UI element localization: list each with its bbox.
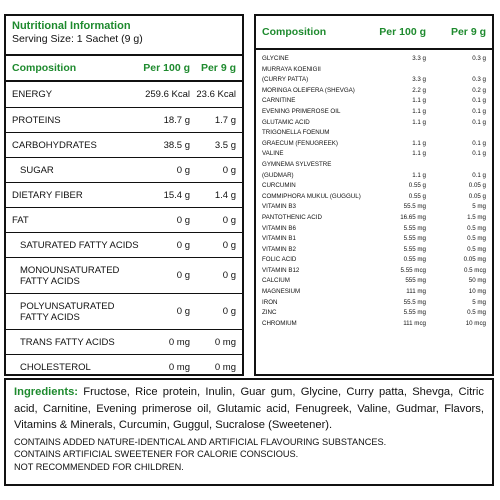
notice-children: NOT RECOMMENDED FOR CHILDREN. (14, 461, 184, 472)
serving-size: Serving Size: 1 Sachet (9 g) (12, 33, 143, 45)
composition-row (256, 139, 492, 150)
nutrient-name: FAT (12, 214, 29, 226)
value-per-9g: 0.5 mg (467, 224, 486, 232)
composition-row (256, 287, 492, 298)
value-per-100g: 0 g (176, 306, 190, 317)
nutrition-row (6, 233, 242, 258)
composition-row (256, 171, 492, 182)
ingredient-name: (CURRY PATTA) (262, 76, 309, 84)
value-per-100g: 16.65 mg (400, 213, 426, 221)
composition-row (256, 65, 492, 76)
ingredient-name: CALCIUM (262, 277, 290, 285)
value-per-100g: 0.55 mg (403, 256, 426, 264)
nutrient-name: SUGAR (20, 164, 54, 176)
value-per-9g: 0.3 g (472, 76, 486, 84)
value-per-9g: 1.7 g (214, 114, 236, 126)
ingredients-text (14, 384, 484, 434)
composition-row (256, 75, 492, 86)
nutrient-name: MONOUNSATURATED FATTY ACIDS (20, 264, 120, 287)
value-per-100g: 1.1 g (412, 97, 426, 105)
ingredient-name: VITAMIN B6 (262, 224, 296, 232)
ingredient-name: IRON (262, 298, 278, 306)
ingredient-name: VITAMIN B3 (262, 203, 296, 211)
value-per-100g: 0 g (176, 164, 190, 176)
value-per-9g: 0 g (222, 306, 236, 317)
value-per-9g: 0.5 mg (467, 235, 486, 243)
composition-row (256, 107, 492, 118)
value-per-9g: 0 g (222, 214, 236, 226)
ingredients-label: Ingredients: (14, 386, 79, 398)
value-per-100g: 1.1 g (412, 118, 426, 126)
value-per-9g: 0 mg (214, 336, 236, 348)
composition-row (256, 266, 492, 277)
nutrient-name: CHOLESTEROL (20, 362, 91, 373)
value-per-100g: 0.55 g (408, 192, 426, 200)
value-per-100g: 2.2 g (412, 86, 426, 94)
composition-row (256, 128, 492, 139)
ingredient-name: ZINC (262, 309, 277, 317)
value-per-100g: 1.1 g (412, 150, 426, 158)
composition-row (256, 149, 492, 160)
value-per-9g: 5 mg (472, 203, 486, 211)
value-per-100g: 5.55 mg (403, 224, 426, 232)
value-per-9g: 0 g (222, 239, 236, 251)
value-per-9g: 0.1 g (472, 118, 486, 126)
nutrition-row (6, 330, 242, 355)
value-per-100g: 0 mg (168, 362, 190, 373)
value-per-9g: 0 mg (214, 362, 236, 373)
ingredient-name: VITAMIN B2 (262, 245, 296, 253)
nutrient-name: ENERGY (12, 89, 53, 100)
ingredient-name: GLUTAMIC ACID (262, 118, 310, 126)
composition-row (256, 118, 492, 129)
nutrition-row (6, 108, 242, 133)
composition-row (256, 160, 492, 171)
composition-row (256, 308, 492, 319)
value-per-9g: 0.05 g (468, 192, 486, 200)
value-per-9g: 0.1 g (472, 107, 486, 115)
composition-row (256, 276, 492, 287)
ingredient-name: (GUDMAR) (262, 171, 294, 179)
value-per-9g: 0.1 g (472, 150, 486, 158)
nutrition-row (6, 355, 242, 380)
nutrition-row (6, 82, 242, 108)
ingredient-name: MAGNESIUM (262, 288, 301, 296)
ingredient-name: GLYCINE (262, 55, 289, 62)
nutrient-name: TRANS FATTY ACIDS (20, 336, 115, 348)
nutrition-column-headers (6, 56, 242, 82)
value-per-100g: 555 mg (405, 277, 426, 285)
nutrition-row (6, 158, 242, 183)
value-per-100g: 0 g (176, 239, 190, 251)
ingredients-list: Fructose, Rice protein, Inulin, Guar gum, Glycine, Curry patta, Shevga, Citric acid, Carnitine, Evening primerose oil, Glutamic acid, Fenugreek, Valine, Gudmar, Flavors, Vitamins & Minerals, Curcumin, Guggul, Sucralose (Sweetener). (14, 386, 484, 431)
col-composition: Composition (12, 62, 77, 74)
value-per-100g: 5.55 mcg (400, 266, 426, 274)
value-per-100g: 0 g (176, 214, 190, 226)
value-per-100g: 0 mg (168, 336, 190, 348)
value-per-100g: 1.1 g (412, 171, 426, 179)
composition-row (256, 255, 492, 266)
value-per-9g: 10 mcg (465, 319, 486, 327)
value-per-9g: 3.5 g (214, 139, 236, 151)
col-per-9g: Per 9 g (450, 26, 486, 38)
ingredient-name: CARNITINE (262, 97, 296, 105)
value-per-9g: 0.1 g (472, 171, 486, 179)
ingredient-name: GRAECUM (FENUGREEK) (262, 139, 338, 147)
ingredient-name: PANTOTHENIC ACID (262, 213, 322, 221)
composition-row (256, 234, 492, 245)
value-per-9g: 1.4 g (214, 189, 236, 201)
value-per-9g: 0.5 mg (467, 245, 486, 253)
ingredient-name: VITAMIN B12 (262, 266, 300, 274)
ingredient-name: FOLIC ACID (262, 256, 297, 264)
value-per-9g: 0.1 g (472, 139, 486, 147)
value-per-9g: 0 g (222, 164, 236, 176)
composition-row (256, 192, 492, 203)
composition-row (256, 224, 492, 235)
nutrition-row (6, 133, 242, 158)
nutrient-name: CARBOHYDRATES (12, 139, 97, 151)
ingredients-panel (4, 378, 494, 486)
col-per-100g: Per 100 g (143, 62, 190, 74)
value-per-9g: 0 g (222, 270, 236, 281)
composition-row (256, 245, 492, 256)
composition-rows (256, 50, 492, 329)
value-per-9g: 0.5 mg (467, 309, 486, 317)
ingredient-name: CURCUMIN (262, 182, 296, 190)
nutrition-row (6, 208, 242, 233)
value-per-100g: 111 mg (406, 288, 426, 296)
ingredient-name: VALINE (262, 150, 284, 158)
value-per-100g: 259.6 Kcal (145, 89, 190, 100)
ingredient-name: MORINGA OLEIFERA (SHEVGA) (262, 86, 355, 94)
value-per-100g: 38.5 g (163, 139, 190, 151)
value-per-100g: 0.55 g (408, 182, 426, 190)
nutrition-row (6, 183, 242, 208)
nutrient-name: POLYUNSATURATED FATTY ACIDS (20, 300, 115, 323)
value-per-9g: 0.5 mcg (463, 266, 486, 274)
value-per-100g: 55.5 mg (403, 298, 426, 306)
value-per-100g: 5.55 mg (403, 235, 426, 243)
ingredient-name: CHROMIUM (262, 319, 297, 327)
composition-row (256, 298, 492, 309)
value-per-100g: 111 mcg (403, 319, 426, 327)
value-per-9g: 5 mg (472, 298, 486, 306)
composition-column-headers (256, 16, 492, 50)
notice-flavouring: CONTAINS ADDED NATURE-IDENTICAL AND ARTIFICIAL FLAVOURING SUBSTANCES. (14, 436, 387, 447)
value-per-100g: 5.55 mg (403, 309, 426, 317)
ingredient-name: VITAMIN B1 (262, 235, 296, 243)
nutrition-header (6, 16, 242, 56)
notice-sweetener: CONTAINS ARTIFICIAL SWEETENER FOR CALORIE CONSCIOUS. (14, 449, 299, 459)
nutrition-title: Nutritional Information (12, 20, 131, 32)
value-per-9g: 0.05 mg (463, 256, 486, 264)
nutrient-name: PROTEINS (12, 114, 61, 126)
composition-panel (254, 14, 494, 376)
nutrient-name: DIETARY FIBER (12, 189, 83, 201)
composition-row (256, 54, 492, 65)
value-per-9g: 1.5 mg (467, 213, 486, 221)
value-per-100g: 55.5 mg (403, 203, 426, 211)
ingredient-name: COMMIPHORA MUKUL (GUGGUL) (262, 192, 361, 200)
value-per-100g: 15.4 g (163, 189, 190, 201)
value-per-9g: 23.6 Kcal (196, 89, 236, 100)
value-per-100g: 1.1 g (412, 107, 426, 115)
value-per-9g: 0.3 g (472, 55, 486, 62)
ingredient-name: GYMNEMA SYLVESTRE (262, 160, 332, 168)
ingredient-name: EVENING PRIMEROSE OIL (262, 107, 341, 115)
col-per-9g: Per 9 g (200, 62, 236, 74)
nutrient-name: SATURATED FATTY ACIDS (20, 239, 139, 251)
nutrition-rows (6, 82, 242, 380)
value-per-9g: 0.1 g (472, 97, 486, 105)
value-per-9g: 0.05 g (468, 182, 486, 190)
nutrition-info-panel (4, 14, 244, 376)
composition-row (256, 213, 492, 224)
nutrition-row (6, 258, 242, 294)
value-per-9g: 0.2 g (472, 86, 486, 94)
value-per-100g: 18.7 g (163, 114, 190, 126)
ingredient-name: TRIGONELLA FOENUM (262, 129, 330, 137)
value-per-100g: 3.3 g (412, 76, 426, 84)
composition-row (256, 319, 492, 330)
value-per-100g: 3.3 g (412, 55, 426, 62)
composition-row (256, 181, 492, 192)
value-per-100g: 1.1 g (412, 139, 426, 147)
composition-row (256, 86, 492, 97)
nutrition-row (6, 294, 242, 330)
col-composition: Composition (262, 26, 327, 38)
value-per-9g: 50 mg (468, 277, 486, 285)
composition-row (256, 202, 492, 213)
col-per-100g: Per 100 g (379, 26, 426, 38)
value-per-100g: 0 g (176, 270, 190, 281)
composition-row (256, 96, 492, 107)
value-per-100g: 5.55 mg (403, 245, 426, 253)
ingredient-name: MURRAYA KOENIGII (262, 65, 321, 73)
value-per-9g: 10 mg (468, 288, 486, 296)
